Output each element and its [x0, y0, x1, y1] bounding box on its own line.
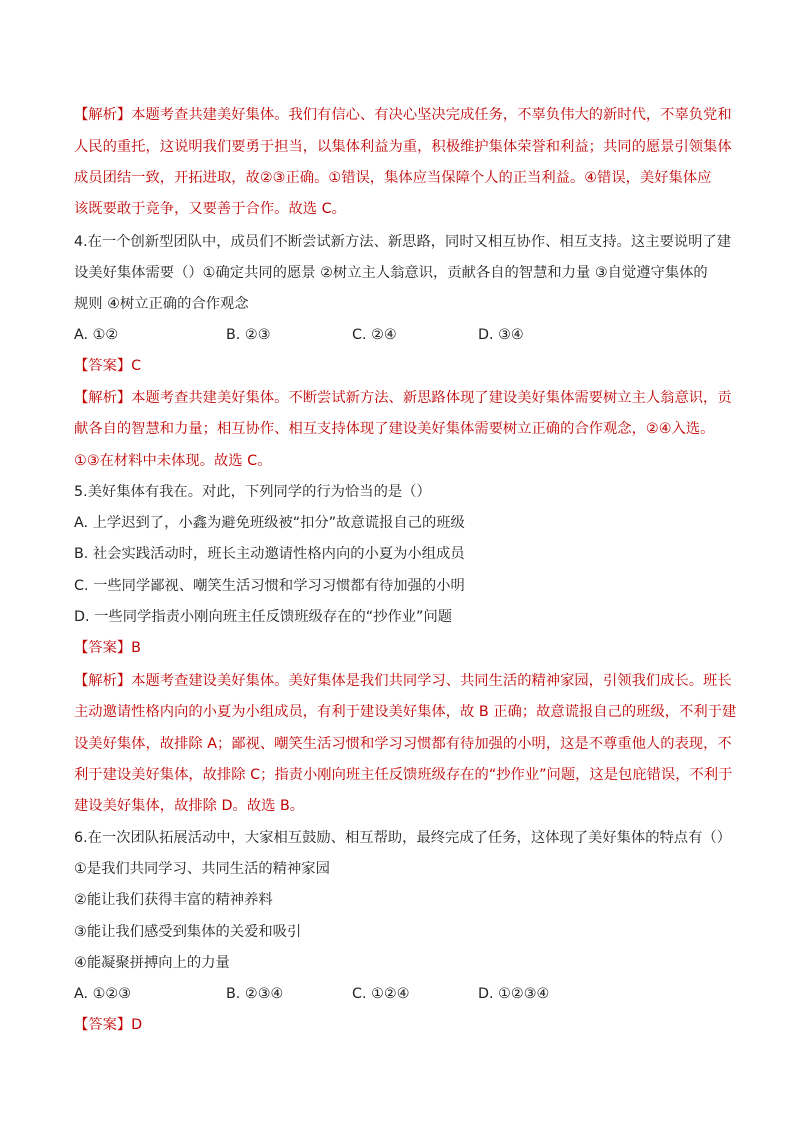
- text-segment: C. 一些同学鄙视、嘲笑生活习惯和学习习惯都有待加强的小明: [74, 578, 465, 594]
- text-segment: 该既要敢于竞争，又要善于合作。故选 C。: [74, 201, 346, 217]
- text-segment: 建设美好集体，故排除 D。故选 B。: [74, 798, 305, 814]
- text-line: [74, 199, 346, 219]
- answer-option: B. ②③④: [226, 986, 284, 1002]
- text-line: [74, 105, 732, 125]
- text-line: [74, 828, 731, 848]
- section-label: 【答案】C: [74, 358, 142, 374]
- answer-option: C. ②④: [352, 327, 397, 343]
- section-label: 【解析】: [74, 107, 132, 123]
- text-segment: 6.在一次团队拓展活动中，大家相互鼓励、相互帮助，最终完成了任务，这体现了美好集体的特点有（）: [74, 830, 731, 846]
- text-line: [74, 607, 452, 627]
- text-line: [74, 356, 141, 376]
- text-line: [74, 137, 732, 157]
- answer-option: B. ②③: [226, 327, 271, 343]
- text-line: [74, 388, 732, 408]
- section-label: 【解析】: [74, 390, 132, 406]
- text-segment: D. 一些同学指责小刚向班主任反馈班级存在的“抄作业”问题: [74, 609, 453, 625]
- text-segment: 利于建设美好集体，故排除 C；指责小刚向班主任反馈班级存在的“抄作业”问题，这是包庇错误，不利于: [74, 767, 733, 783]
- text-line: [74, 796, 304, 816]
- text-segment: ②能让我们获得丰富的精神养料: [74, 892, 273, 908]
- text-line: [74, 922, 301, 942]
- text-segment: 本题考查共建美好集体。我们有信心、有决心坚决完成任务，不辜负伟大的新时代，不辜负党和: [131, 107, 732, 123]
- text-segment: 本题考查共建美好集体。不断尝试新方法、新思路体现了建设美好集体需要树立主人翁意识，贡: [131, 390, 732, 406]
- text-segment: ①是我们共同学习、共同生活的精神家园: [74, 861, 330, 877]
- text-line: [74, 419, 714, 439]
- text-line: [74, 576, 465, 596]
- text-segment: 5.美好集体有我在。对此，下列同学的行为恰当的是（）: [74, 484, 431, 500]
- text-segment: 成员团结一致，开拓进取，故②③正确。①错误，集体应当保障个人的正当利益。④错误，美好集体应: [74, 170, 712, 186]
- text-line: [74, 451, 271, 471]
- text-segment: 设美好集体需要（）①确定共同的愿景 ②树立主人翁意识，贡献各自的智慧和力量 ③自觉遵守集体的: [74, 265, 708, 281]
- text-segment: 本题考查建设美好集体。美好集体是我们共同学习、共同生活的精神家园，引领我们成长。班长: [131, 673, 732, 689]
- text-line: [74, 482, 431, 502]
- text-segment: 设美好集体，故排除 A；鄙视、嘲笑生活习惯和学习习惯都有待加强的小明，这是不尊重他人的表现，不: [74, 736, 732, 752]
- text-line: [74, 263, 708, 283]
- text-line: [74, 890, 273, 910]
- text-segment: 规则 ④树立正确的合作观念: [74, 296, 249, 312]
- text-line: [74, 232, 731, 252]
- text-line: [74, 702, 736, 722]
- text-segment: 献各自的智慧和力量；相互协作、相互支持体现了建设美好集体需要树立正确的合作观念，②④入选。: [74, 421, 715, 437]
- section-label: 【答案】D: [74, 1017, 143, 1033]
- text-segment: 主动邀请性格内向的小夏为小组成员，有利于建设美好集体，故 B 正确；故意谎报自己的班级，不利于建: [74, 704, 737, 720]
- text-segment: 人民的重托，这说明我们要勇于担当，以集体利益为重，积极维护集体荣誉和利益；共同的愿景引领集体: [74, 139, 732, 155]
- text-segment: ①③在材料中未体现。故选 C。: [74, 453, 272, 469]
- section-label: 【答案】B: [74, 640, 141, 656]
- text-segment: 4.在一个创新型团队中，成员们不断尝试新方法、新思路，同时又相互协作、相互支持。这主要说明了建: [74, 234, 731, 250]
- answer-option: D. ③④: [478, 327, 524, 343]
- answer-option: C. ①②④: [352, 986, 410, 1002]
- text-line: [74, 168, 711, 188]
- text-line: [74, 638, 141, 658]
- text-segment: ③能让我们感受到集体的关爱和吸引: [74, 924, 302, 940]
- answer-option: D. ①②③④: [478, 986, 550, 1002]
- text-segment: B. 社会实践活动时，班长主动邀请性格内向的小夏为小组成员: [74, 546, 465, 562]
- text-segment: A. 上学迟到了，小鑫为避免班级被“扣分”故意谎报自己的班级: [74, 515, 465, 531]
- text-line: [74, 859, 330, 879]
- text-line: [74, 544, 465, 564]
- text-line: [74, 671, 732, 691]
- text-line: [74, 1015, 142, 1035]
- section-label: 【解析】: [74, 673, 132, 689]
- answer-option: A. ①②: [74, 327, 119, 343]
- text-line: [74, 765, 732, 785]
- text-line: [74, 953, 230, 973]
- text-line: [74, 734, 732, 754]
- answer-option: A. ①②③: [74, 986, 132, 1002]
- text-segment: ④能凝聚拼搏向上的力量: [74, 955, 230, 971]
- text-line: [74, 294, 249, 314]
- text-line: [74, 513, 465, 533]
